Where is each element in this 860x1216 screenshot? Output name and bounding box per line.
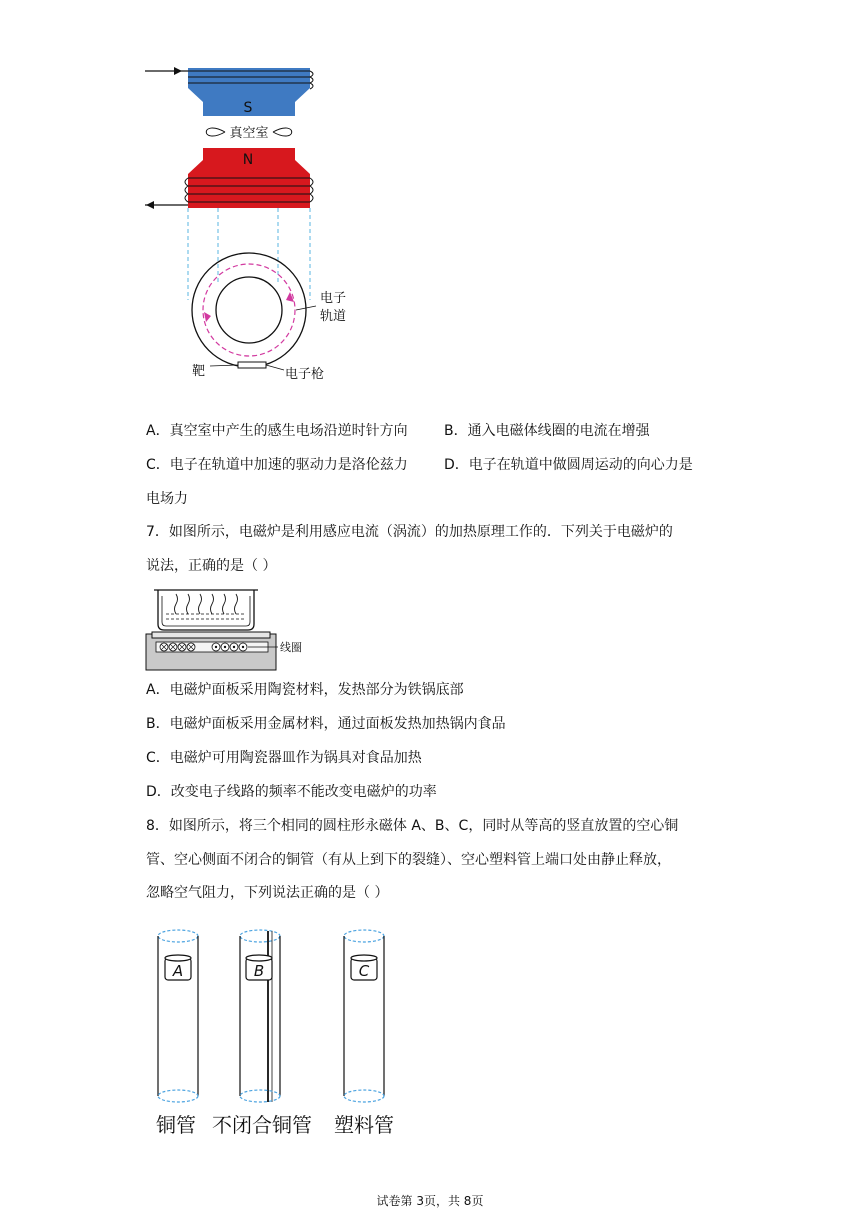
betatron-figure (140, 60, 370, 390)
q8-stem-line-3: 忽略空气阻力，下列说法正确的是（ ） (146, 885, 389, 901)
target-label: 靶 (192, 364, 206, 379)
q6-option-b: B．通入电磁体线圈的电流在增强 (444, 423, 650, 439)
electron-gun-label: 电子枪 (285, 367, 325, 382)
vacuum-chamber-label: 真空室 (229, 126, 269, 141)
q7-stem-line-2: 说法，正确的是（ ） (146, 558, 277, 574)
q7-option-b: B．电磁炉面板采用金属材料，通过面板发热加热锅内食品 (146, 716, 506, 732)
split-copper-tube (240, 930, 280, 1102)
q8-stem-line-2: 管、空心侧面不闭合的铜管（有从上到下的裂缝）、空心塑料管上端口处由静止释放， (146, 852, 671, 868)
q7-option-d: D．改变电子线路的频率不能改变电磁炉的功率 (146, 784, 437, 800)
tubes-figure (140, 918, 410, 1168)
magnet-a-label: A (172, 962, 184, 980)
electron-orbit-label-2: 轨道 (320, 309, 347, 324)
plastic-tube (344, 930, 384, 1102)
page-footer: 试卷第 3页，共 8页 (376, 1194, 484, 1208)
coil-label: 线圈 (280, 641, 302, 654)
tube-label-split-copper: 不闭合铜管 (212, 1113, 312, 1137)
tube-label-plastic: 塑料管 (334, 1113, 394, 1137)
q7-stem-line-1: 7．如图所示，电磁炉是利用感应电流（涡流）的加热原理工作的．下列关于电磁炉的 (146, 524, 673, 540)
pole-s-label: S (243, 100, 253, 116)
induction-cooker-figure (144, 584, 314, 674)
q8-stem-line-1: 8．如图所示，将三个相同的圆柱形永磁体 A、B、C，同时从等高的竖直放置的空心铜 (146, 818, 679, 834)
magnet-c-label: C (358, 962, 370, 980)
magnet-b-label: B (253, 962, 265, 980)
q6-option-d-cont: 电场力 (146, 491, 188, 507)
q6-option-d: D．电子在轨道中做圆周运动的向心力是 (444, 457, 693, 473)
q6-option-a: A．真空室中产生的感生电场沿逆时针方向 (146, 423, 408, 439)
pole-n-label: N (242, 152, 254, 168)
copper-tube (158, 930, 198, 1102)
electron-orbit-label-1: 电子 (320, 291, 347, 306)
q6-option-c: C．电子在轨道中加速的驱动力是洛伦兹力 (146, 457, 408, 473)
tube-label-copper: 铜管 (156, 1113, 196, 1137)
q7-option-c: C．电磁炉可用陶瓷器皿作为锅具对食品加热 (146, 750, 422, 766)
q7-option-a: A．电磁炉面板采用陶瓷材料，发热部分为铁锅底部 (146, 682, 464, 698)
